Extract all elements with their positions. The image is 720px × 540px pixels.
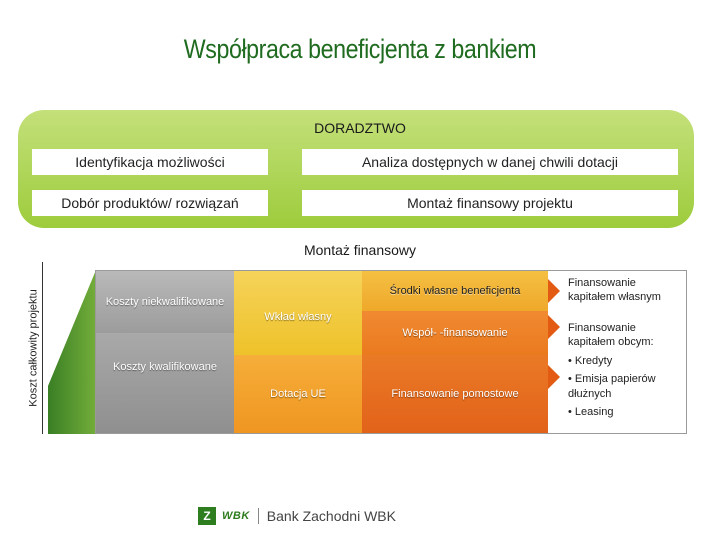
koszty-niekwalifikowane: Koszty niekwalifikowane (96, 271, 234, 333)
koszty-kwalifikowane: Koszty kwalifikowane (96, 333, 234, 433)
vertical-label-text: Koszt całkowity projektu (28, 289, 41, 407)
analiza-box: Analiza dostępnych w danej chwili dotacji (302, 149, 678, 175)
finansowanie-obce-label: Finansowanie kapitałem obcym: (568, 322, 654, 348)
arrows-column (548, 271, 568, 433)
bullet-kredyty: • Kredyty (568, 355, 613, 367)
finansowanie-pomostowe: Finansowanie pomostowe (362, 355, 548, 433)
financing-bullet-list (568, 354, 684, 423)
montaz-label: Montaż finansowy (303, 242, 417, 258)
dotacja-ue: Dotacja UE (234, 355, 362, 433)
bank-name: Bank Zachodni WBK (266, 507, 396, 524)
arrow-right-icon (548, 365, 560, 389)
arrow-right-icon (548, 315, 560, 339)
bullet-emisja: • Emisja papierów dłużnych (568, 373, 656, 400)
wspolfinansowanie: Współ- -finansowanie (362, 311, 548, 355)
bullet-leasing: • Leasing (568, 406, 614, 418)
identyfikacja-box: Identyfikacja możliwości (32, 149, 268, 175)
brand-word: WBK (222, 509, 250, 522)
srodki-wlasne: Środki własne beneficjenta (362, 271, 548, 311)
dobor-box: Dobór produktów/ rozwiązań (32, 190, 268, 216)
vertical-label (27, 262, 41, 434)
wklad-wlasny: Wkład własny (234, 271, 362, 355)
montaz-projektu-box: Montaż finansowy projektu (302, 190, 678, 216)
finansowanie-wlasne-label: Finansowanie kapitałem własnym (568, 277, 661, 303)
cost-wedge-shape (44, 262, 96, 434)
logo-divider (258, 508, 259, 524)
bank-emblem-icon: Z (198, 507, 216, 525)
arrow-right-icon (548, 279, 560, 303)
vertical-line (42, 262, 43, 434)
page-title: Współpraca beneficjenta z bankiem (183, 34, 537, 64)
bank-logo-bar (190, 503, 426, 528)
doradztwo-label: DORADZTWO (314, 120, 406, 136)
